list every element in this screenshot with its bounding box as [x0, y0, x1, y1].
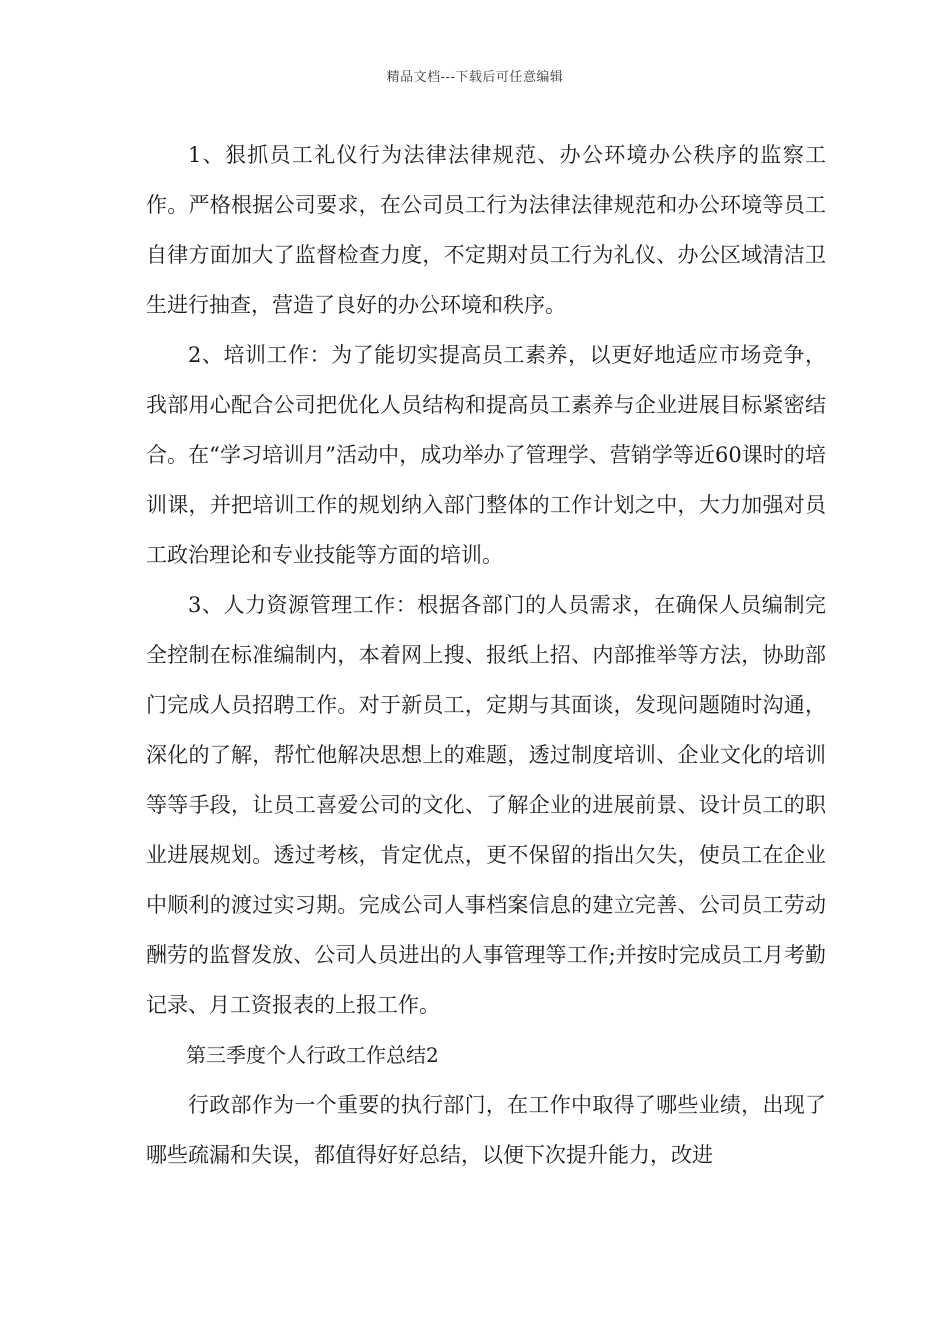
page-header: 精品文档---下载后可任意编辑: [386, 70, 564, 85]
paragraph-3: 3、人力资源管理工作：根据各部门的人员需求，在确保人员编制完全控制在标准编制内，本着网上搜、报纸上招、内部推举等方法，协助部门完成人员招聘工作。对于新员工，定期与其面谈，发现问题随时沟通，深化的了解，帮忙他解决思想上的难题，透过制度培训、企业文化的培训等等手段，让员工喜爱公司的文化、了解企业的进展前景、设计员工的职业进展规划。透过考核，肯定优点，更不保留的指出欠失，使员工在企业中顺利的渡过实习期。完成公司人事档案信息的建立完善、公司员工劳动酬劳的监督发放、公司人员进出的人事管理等工作;并按时完成员工月考勤记录、月工资报表的上报工作。: [146, 593, 826, 1017]
paragraph-2: 2、培训工作：为了能切实提高员工素养，以更好地适应市场竞争，我部用心配合公司把优化人员结构和提高员工素养与企业进展目标紧密结合。在“学习培训月”活动中，成功举办了管理学、营销学等近60课时的培训课，并把培训工作的规划纳入部门整体的工作计划之中，大力加强对员工政治理论和专业技能等方面的培训。: [146, 343, 826, 567]
paragraph-4: 行政部作为一个重要的执行部门，在工作中取得了哪些业绩，出现了哪些疏漏和失误，都值得好好总结，以便下次提升能力，改进: [146, 1093, 826, 1167]
section-title: 第三季度个人行政工作总结2: [186, 1043, 439, 1067]
document-body: [146, 130, 826, 1180]
paragraph-1: 1、狠抓员工礼仪行为法律法律规范、办公环境办公秩序的监察工作。严格根据公司要求，在公司员工行为法律法律规范和办公环境等员工自律方面加大了监督检查力度，不定期对员工行为礼仪、办公区域清洁卫生进行抽查，营造了良好的办公环境和秩序。: [146, 143, 826, 317]
